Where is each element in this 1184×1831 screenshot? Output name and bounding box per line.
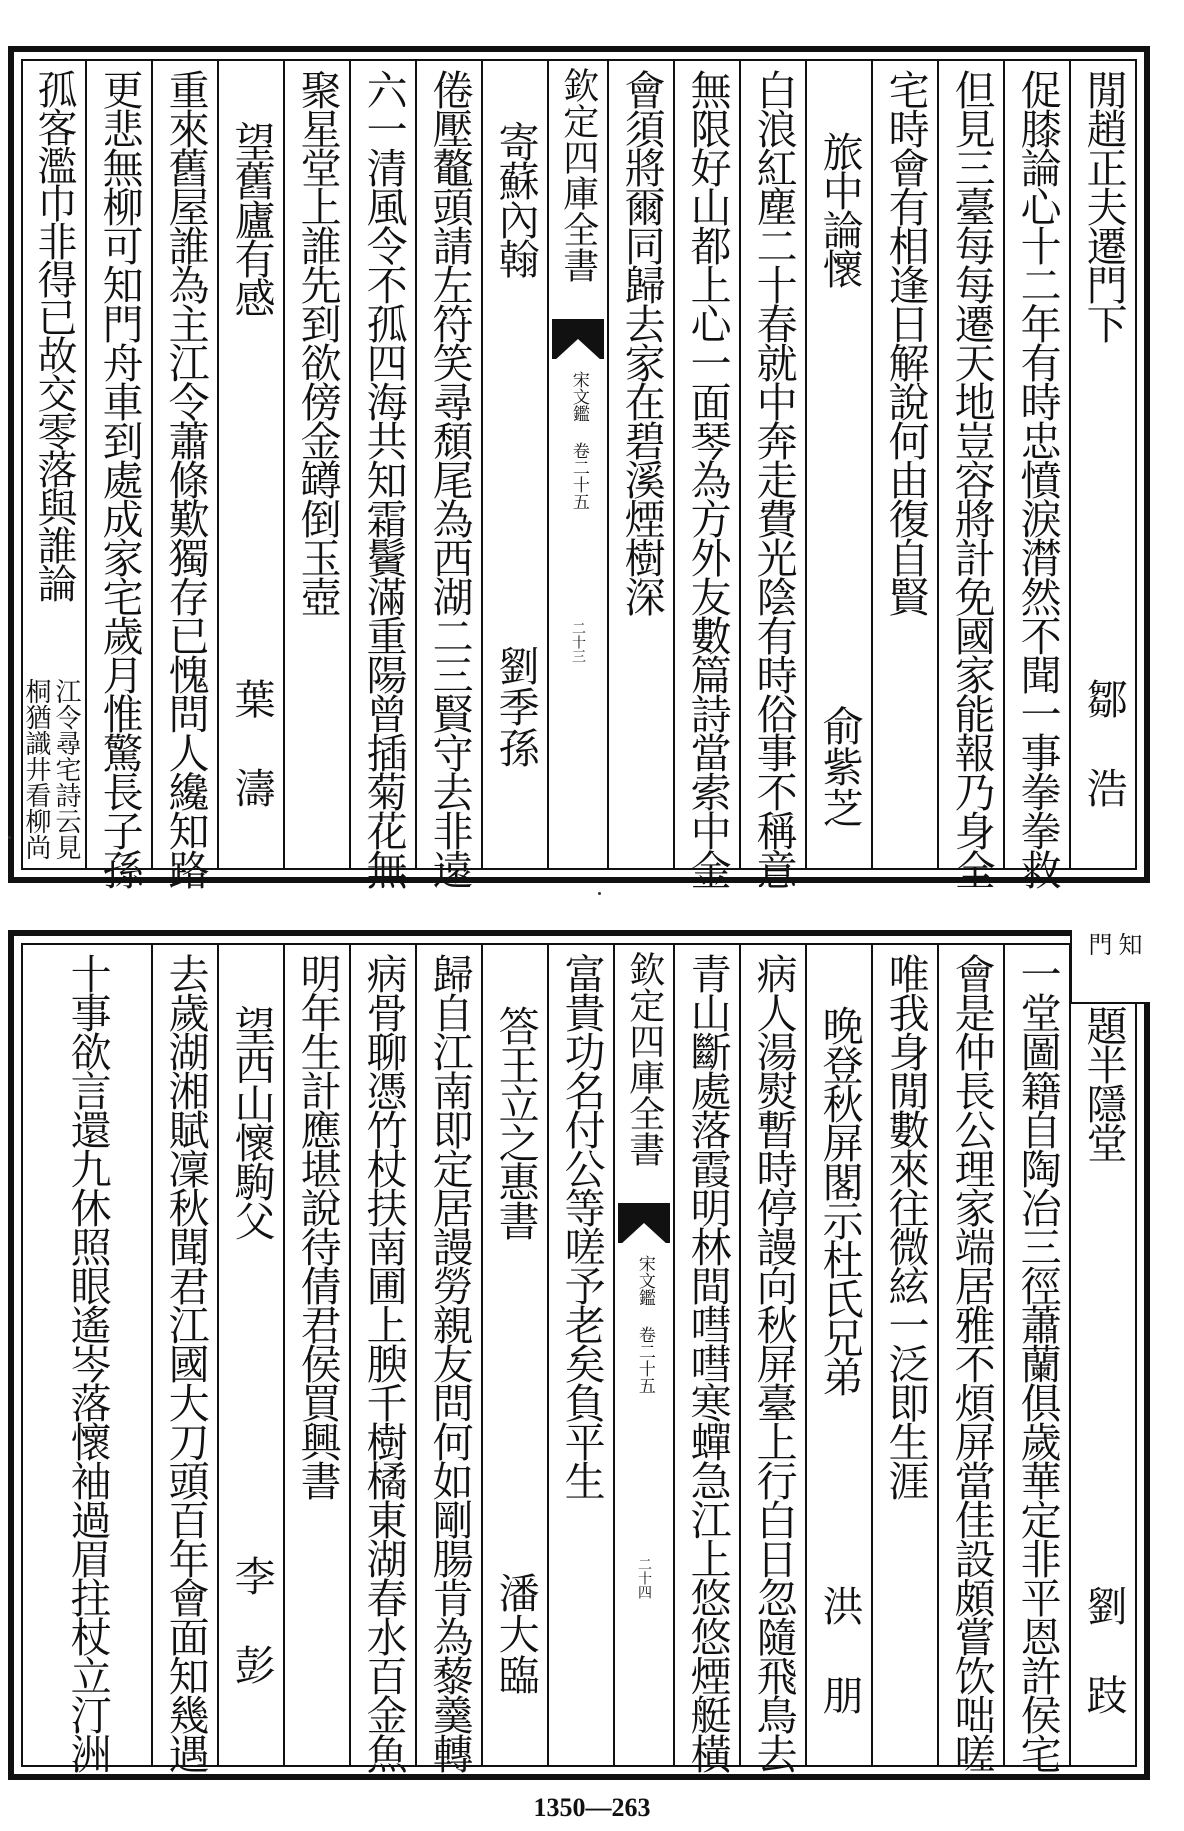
bottom-col-3 bbox=[937, 945, 1003, 1772]
bottom-col-10 bbox=[415, 945, 481, 1772]
poem-line: 會是仲長公理家端居雅不煩屏當佳設頗嘗饮咄嗟 bbox=[947, 953, 996, 1772]
poem-title: 望舊廬有感 bbox=[227, 121, 276, 316]
top-col-6 bbox=[739, 61, 805, 888]
bottom-col-11 bbox=[349, 945, 415, 1772]
collection-title: 欽定四庫全書 bbox=[623, 951, 665, 1167]
bottom-col-15 bbox=[23, 945, 151, 1772]
poem-line: 歸自江南即定居謾勞親友問何如剛腸肯為藜羹轉 bbox=[425, 953, 474, 1772]
top-col-7 bbox=[673, 61, 739, 888]
top-col-15 bbox=[85, 61, 151, 888]
collection-title: 欽定四庫全書 bbox=[557, 67, 599, 283]
top-col-13 bbox=[217, 61, 283, 868]
poem-line: 一堂圖籍自陶冶三徑蕭蘭俱歲華定非平恩許侯宅 bbox=[1013, 953, 1062, 1772]
poem-line: 宅時會有相逢日解說何由復自賢 bbox=[881, 69, 930, 615]
poem-line: 唯我身閒數來往微絃一泛即生涯 bbox=[881, 953, 930, 1499]
poem-title: 望西山懷駒父 bbox=[227, 1005, 276, 1239]
poem-author: 劉 跂 bbox=[1079, 1585, 1128, 1715]
bottom-col-2 bbox=[1003, 945, 1069, 1772]
bottom-col-1 bbox=[1069, 945, 1135, 1765]
top-col-5 bbox=[805, 61, 871, 868]
poem-line: 去歲湖湘賦凜秋聞君江國大刀頭百年會面知幾遇 bbox=[161, 953, 210, 1772]
top-page-frame bbox=[8, 46, 1150, 888]
bottom-center-column bbox=[613, 945, 673, 1765]
poem-line: 病骨聊憑竹杖扶南圃上腴千樹橘東湖春水百金魚 bbox=[359, 953, 408, 1772]
bottom-page-frame bbox=[8, 930, 1150, 1780]
top-col-8 bbox=[607, 61, 673, 868]
corner-label-char: 門 bbox=[1084, 932, 1112, 956]
fish-tail-mark bbox=[552, 319, 604, 359]
top-col-2 bbox=[1003, 61, 1069, 888]
top-center-column bbox=[547, 61, 607, 868]
top-col-10 bbox=[415, 61, 481, 888]
poem-line: 白浪紅塵二十春就中奔走費光陰有時俗事不稱意 bbox=[749, 69, 798, 888]
bottom-col-8 bbox=[547, 945, 613, 1765]
volume-label: 宋文鑑 卷二十五 bbox=[634, 1255, 655, 1394]
annotation-note: 江令尋宅詩云見 bbox=[51, 678, 81, 860]
bottom-col-5 bbox=[805, 945, 871, 1765]
bottom-col-12 bbox=[283, 945, 349, 1765]
bottom-col-7 bbox=[673, 945, 739, 1772]
top-col-12 bbox=[283, 61, 349, 868]
footer-page-code: 1350—263 bbox=[533, 1793, 651, 1822]
poem-line: 會須將爾同歸去家在碧溪煙樹深 bbox=[617, 69, 666, 615]
poem-title: 閒趙正夫遷門下 bbox=[1079, 69, 1128, 342]
top-page-columns bbox=[21, 61, 1135, 888]
poem-line: 六一清風令不孤四海共知霜鬢滿重陽曾插菊花無 bbox=[359, 69, 408, 888]
poem-author: 李 彭 bbox=[227, 1555, 276, 1685]
poem-title: 題半隱堂 bbox=[1079, 1005, 1128, 1161]
top-col-9 bbox=[481, 61, 547, 868]
poem-author: 鄒 浩 bbox=[1079, 678, 1128, 808]
top-col-14 bbox=[151, 61, 217, 888]
volume-label: 宋文鑑 卷二十五 bbox=[568, 371, 589, 510]
poem-line: 十事欲言還九休照眼遙岑落懷袖過眉拄杖立汀洲 bbox=[63, 953, 112, 1772]
annotation-note: 桐猶識井看柳尚 bbox=[21, 678, 51, 860]
poem-line: 倦壓鼇頭請左符笑尋頹尾為西湖二三賢守去非遠 bbox=[425, 69, 474, 888]
bottom-page-inner-border bbox=[21, 943, 1137, 1772]
poem-line: 孤客濫巾非得已故交零落與誰論 bbox=[31, 69, 77, 601]
poem-line: 明年生計應堪說待倩君侯買興書 bbox=[293, 953, 342, 1499]
poem-line: 重來舊屋誰為主江令蕭條歎獨存已愧問人纔知路 bbox=[161, 69, 210, 888]
top-col-11 bbox=[349, 61, 415, 888]
page-number: 二十四 bbox=[636, 1557, 652, 1599]
poem-author: 劉季孫 bbox=[491, 645, 540, 768]
poem-author: 洪 朋 bbox=[815, 1585, 864, 1715]
poem-author: 俞紫芝 bbox=[815, 705, 864, 828]
top-col-1 bbox=[1069, 61, 1135, 868]
poem-line: 病人湯熨暫時停謾向秋屏臺上行白日忽隨飛鳥去 bbox=[749, 953, 798, 1772]
bottom-col-6 bbox=[739, 945, 805, 1772]
poem-line: 無限好山都上心一面琴為方外友數篇詩當索中金 bbox=[683, 69, 732, 888]
bottom-col-13 bbox=[217, 945, 283, 1765]
poem-line: 但見三臺每每遷天地豈容將計免國家能報乃身全 bbox=[947, 69, 996, 888]
top-page-inner-border bbox=[21, 59, 1137, 888]
poem-line: 聚星堂上誰先到欲傍金罇倒玉壺 bbox=[293, 69, 342, 615]
top-col-3 bbox=[937, 61, 1003, 888]
speck bbox=[8, 836, 11, 839]
poem-line: 更悲無柳可知門舟車到處成家宅歲月惟驚長子孫 bbox=[95, 69, 144, 888]
speck bbox=[598, 892, 601, 895]
bottom-col-4 bbox=[871, 945, 937, 1765]
bottom-col-14 bbox=[151, 945, 217, 1772]
poem-author: 葉 濤 bbox=[227, 678, 276, 808]
bottom-page-columns bbox=[23, 945, 1135, 1772]
top-col-16 bbox=[23, 61, 85, 868]
corner-label-char: 知 bbox=[1114, 932, 1142, 956]
bottom-col-9 bbox=[481, 945, 547, 1765]
poem-line: 富貴功名付公等嗟予老矣負平生 bbox=[557, 953, 606, 1499]
poem-line: 青山斷處落霞明林間嘒嘒寒蟬急江上悠悠煙艇橫 bbox=[683, 953, 732, 1772]
corner-label-box bbox=[1070, 930, 1150, 1004]
poem-title: 晚登秋屏閣示杜氏兄弟 bbox=[815, 1005, 864, 1395]
top-col-4 bbox=[871, 61, 937, 868]
poem-title: 答王立之惠書 bbox=[491, 1005, 540, 1239]
poem-title: 寄蘇內翰 bbox=[491, 121, 540, 277]
fish-tail-mark bbox=[618, 1203, 670, 1243]
page-number: 二十三 bbox=[570, 621, 586, 663]
poem-line: 促膝論心十二年有時忠憤淚潸然不聞一事拳拳救 bbox=[1013, 69, 1062, 888]
poem-author: 潘大臨 bbox=[491, 1572, 540, 1695]
poem-title: 旅中論懷 bbox=[815, 131, 864, 287]
